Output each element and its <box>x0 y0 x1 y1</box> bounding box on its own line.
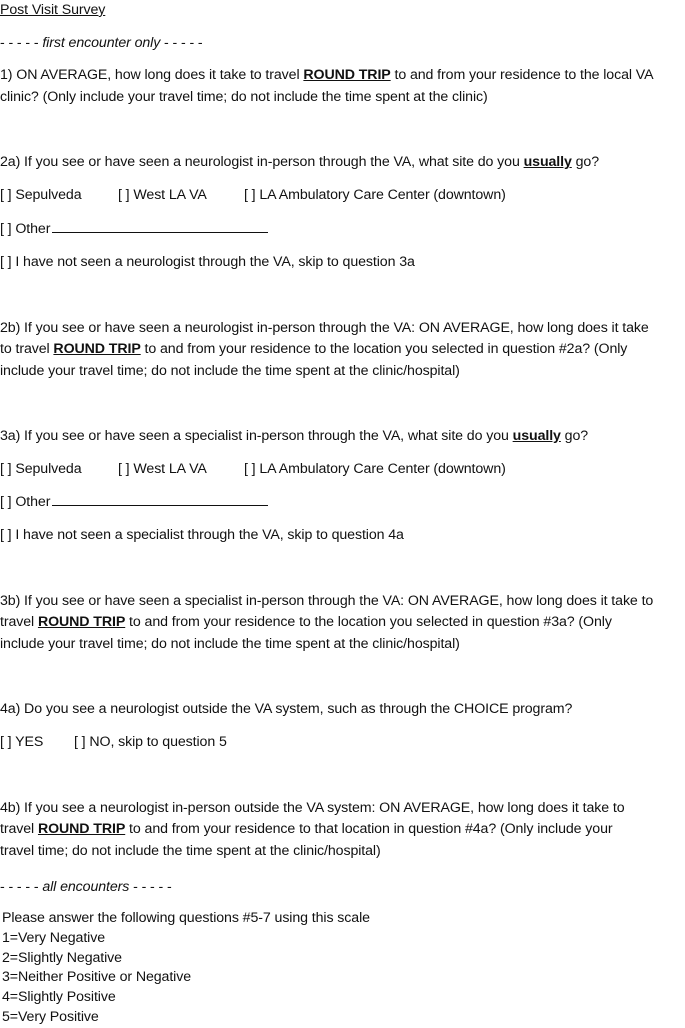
q2a-checkbox-sepulveda[interactable]: [ ] Sepulveda <box>0 187 82 203</box>
q3b-text-cont: to and from your residence to the location you selected in question #3a? (Only <box>125 614 612 630</box>
q3a-checkbox-none[interactable]: [ ] I have not seen a specialist through the VA, skip to question 4a <box>0 527 404 543</box>
question-4b-line-1: 4b) If you see a neurologist in-person outside the VA system: ON AVERAGE, how long does it take to <box>0 800 625 816</box>
divider-dashes-left: - - - - - <box>0 879 43 895</box>
question-2b-line-2 <box>0 340 627 358</box>
scale-item: 5=Very Positive <box>2 1008 99 1025</box>
q4b-text-cont: to and from your residence to that location in question #4a? (Only include your <box>125 821 613 837</box>
q4b-text: travel <box>0 821 38 837</box>
scale-item: 4=Slightly Positive <box>2 989 116 1006</box>
question-4a: 4a) Do you see a neurologist outside the VA system, such as through the CHOICE program? <box>0 701 573 717</box>
scale-item: 2=Slightly Negative <box>2 949 122 966</box>
divider-dashes-right: - - - - - <box>129 879 172 895</box>
rating-scale <box>2 909 370 1028</box>
q3a-checkbox-la-ambulatory[interactable]: [ ] LA Ambulatory Care Center (downtown) <box>244 461 506 477</box>
section-divider-first-encounter <box>0 34 203 52</box>
q3a-text-end: go? <box>560 428 589 444</box>
question-2b-line-3: include your travel time; do not include the time spent at the clinic/hospital) <box>0 363 460 379</box>
q4a-checkbox-yes[interactable]: [ ] YES <box>0 734 44 750</box>
question-4b-line-2 <box>0 820 613 838</box>
q1-emphasis: ROUND TRIP <box>303 67 391 83</box>
q2a-emphasis: usually <box>523 154 572 170</box>
q2a-other-field[interactable] <box>52 220 268 233</box>
q3a-text: 3a) If you see or have seen a specialist in-person through the VA, what site do you <box>0 428 513 444</box>
question-1-line-2: clinic? (Only include your travel time; do not include the time spent at the clinic) <box>0 89 488 105</box>
q4a-checkbox-no[interactable]: [ ] NO, skip to question 5 <box>74 734 227 750</box>
question-1-line-1 <box>0 66 653 84</box>
divider-label: first encounter only <box>42 35 161 51</box>
q1-text: 1) ON AVERAGE, how long does it take to travel <box>0 67 304 83</box>
q2a-other-row <box>0 220 268 238</box>
question-3a <box>0 427 588 445</box>
q2b-text: to travel <box>0 341 54 357</box>
scale-item: 3=Neither Positive or Negative <box>2 969 192 986</box>
q3a-checkbox-sepulveda[interactable]: [ ] Sepulveda <box>0 461 82 477</box>
q2b-emphasis: ROUND TRIP <box>53 341 141 357</box>
section-divider-all-encounters <box>0 878 172 896</box>
q2a-text: 2a) If you see or have seen a neurologist in-person through the VA, what site do you <box>0 154 524 170</box>
question-3b-line-2 <box>0 613 612 631</box>
q2a-option-row <box>0 186 82 204</box>
question-2b-line-1: 2b) If you see or have seen a neurologist in-person through the VA: ON AVERAGE, how long does it take <box>0 320 649 336</box>
q2a-checkbox-la-ambulatory[interactable]: [ ] LA Ambulatory Care Center (downtown) <box>244 187 506 203</box>
divider-label: all encounters <box>42 879 130 895</box>
divider-dashes-left: - - - - - <box>0 35 43 51</box>
q2a-checkbox-west-la[interactable]: [ ] West LA VA <box>118 187 207 203</box>
q4b-emphasis: ROUND TRIP <box>37 821 126 837</box>
q2b-text-cont: to and from your residence to the location you selected in question #2a? (Only <box>140 341 628 357</box>
q3a-other-field[interactable] <box>52 493 268 506</box>
divider-dashes-right: - - - - - <box>160 35 203 51</box>
page-title: Post Visit Survey <box>0 2 106 18</box>
q3a-other-row <box>0 493 268 511</box>
q3a-checkbox-other[interactable]: [ ] Other <box>0 494 51 510</box>
question-4b-line-3: travel time; do not include the time spent at the clinic/hospital) <box>0 843 381 859</box>
scale-intro: Please answer the following questions #5-7 using this scale <box>2 910 370 926</box>
q2a-checkbox-other[interactable]: [ ] Other <box>0 221 51 237</box>
question-2a <box>0 153 599 171</box>
q3a-checkbox-west-la[interactable]: [ ] West LA VA <box>118 461 207 477</box>
scale-item: 1=Very Negative <box>2 929 106 946</box>
q3b-emphasis: ROUND TRIP <box>37 614 126 630</box>
q3a-emphasis: usually <box>512 428 561 444</box>
q2a-checkbox-none[interactable]: [ ] I have not seen a neurologist through the VA, skip to question 3a <box>0 254 415 270</box>
question-3b-line-3: include your travel time; do not include the time spent at the clinic/hospital) <box>0 636 460 652</box>
q3b-text: travel <box>0 614 38 630</box>
q1-text-cont: to and from your residence to the local VA <box>390 67 654 83</box>
question-3b-line-1: 3b) If you see or have seen a specialist in-person through the VA: ON AVERAGE, how long does it take to <box>0 593 654 609</box>
q2a-text-end: go? <box>571 154 599 170</box>
